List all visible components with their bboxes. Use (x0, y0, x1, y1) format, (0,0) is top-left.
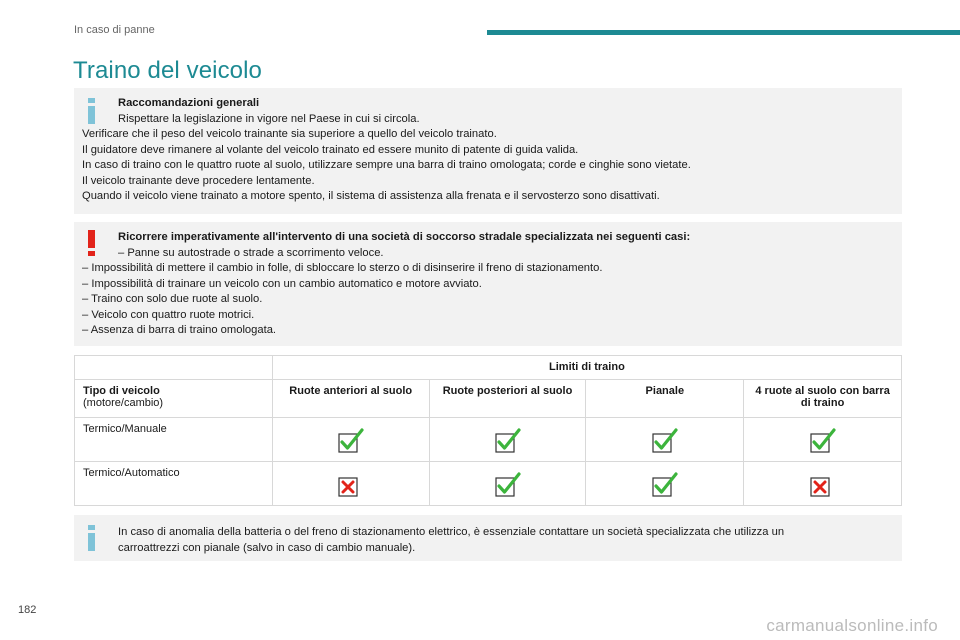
check-icon (652, 472, 678, 498)
section-header: In caso di panne (74, 24, 155, 36)
info-line: Quando il veicolo viene trainato a motore spento, il sistema di assistenza alla frenata e il servosterzo sono disattivati. (82, 190, 660, 202)
row-label: Termico/Manuale (75, 418, 273, 462)
info-box-heading: Raccomandazioni generali (118, 97, 260, 109)
table-row (75, 462, 902, 506)
check-icon (652, 428, 678, 454)
towing-limits-table (74, 355, 902, 506)
warning-item: – Traino con solo due ruote al suolo. (82, 293, 263, 305)
info-line: carroattrezzi con pianale (salvo in caso di cambio manuale). (118, 542, 416, 554)
row-header-title: Tipo di veicolo (83, 385, 160, 397)
info-line: Rispettare la legislazione in vigore nel Paese in cui si circola. (118, 112, 420, 125)
info-line: Il guidatore deve rimanere al volante del veicolo trainato ed essere munito di patente di guida valida. (82, 143, 579, 156)
info-line: In caso di anomalia della batteria o del freno di stazionamento elettrico, è essenziale contattare un società specializzata che utilizza un (118, 526, 785, 538)
info-line: In caso di traino con le quattro ruote al suolo, utilizzare sempre una barra di traino omologata; corde e cinghie sono vietate. (82, 159, 691, 171)
table-cell (586, 418, 744, 462)
warning-item: – Impossibilità di trainare un veicolo con un cambio automatico e motore avviato. (82, 277, 482, 290)
table-row (75, 418, 902, 462)
check-icon (338, 428, 364, 454)
table-cell (586, 462, 744, 506)
table-cell (429, 418, 586, 462)
column-header: Ruote posteriori al suolo (429, 380, 586, 418)
page-title: Traino del veicolo (73, 57, 263, 84)
column-header: 4 ruote al suolo con barra di traino (744, 380, 902, 418)
row-header-cell (75, 380, 273, 418)
table-cell (272, 462, 429, 506)
column-header: Pianale (586, 380, 744, 418)
header-accent-bar (487, 30, 960, 35)
info-box-battery (74, 515, 902, 561)
warning-item: – Impossibilità di mettere il cambio in folle, di sbloccare lo sterzo o di disinserire il freno di stazionamento. (82, 262, 603, 274)
cross-icon (338, 472, 364, 498)
warning-item: – Veicolo con quattro ruote motrici. (82, 308, 255, 321)
check-icon (810, 428, 836, 454)
watermark: carmanualsonline.info (766, 616, 938, 635)
warning-item: – Panne su autostrade o strade a scorrimento veloce. (118, 246, 384, 259)
table-cell (272, 418, 429, 462)
column-header: Ruote anteriori al suolo (272, 380, 429, 418)
cross-icon (810, 472, 836, 498)
page-number: 182 (18, 604, 37, 616)
row-header-sub: (motore/cambio) (83, 397, 164, 409)
check-icon (495, 428, 521, 454)
check-icon (495, 472, 521, 498)
warning-heading: Ricorrere imperativamente all'intervento di una società di soccorso stradale specializzata nei seguenti casi: (118, 231, 691, 243)
row-label: Termico/Automatico (75, 462, 273, 506)
info-line: Il veicolo trainante deve procedere lentamente. (82, 174, 315, 187)
info-line: Verificare che il peso del veicolo trainante sia superiore a quello del veicolo trainato. (82, 128, 497, 140)
table-cell (744, 418, 902, 462)
info-box-general (74, 88, 902, 214)
warning-item: – Assenza di barra di traino omologata. (82, 324, 277, 336)
table-cell (744, 462, 902, 506)
warning-box (74, 222, 902, 346)
table-cell (429, 462, 586, 506)
table-group-header: Limiti di traino (272, 356, 901, 380)
table-corner-cell (75, 356, 273, 380)
